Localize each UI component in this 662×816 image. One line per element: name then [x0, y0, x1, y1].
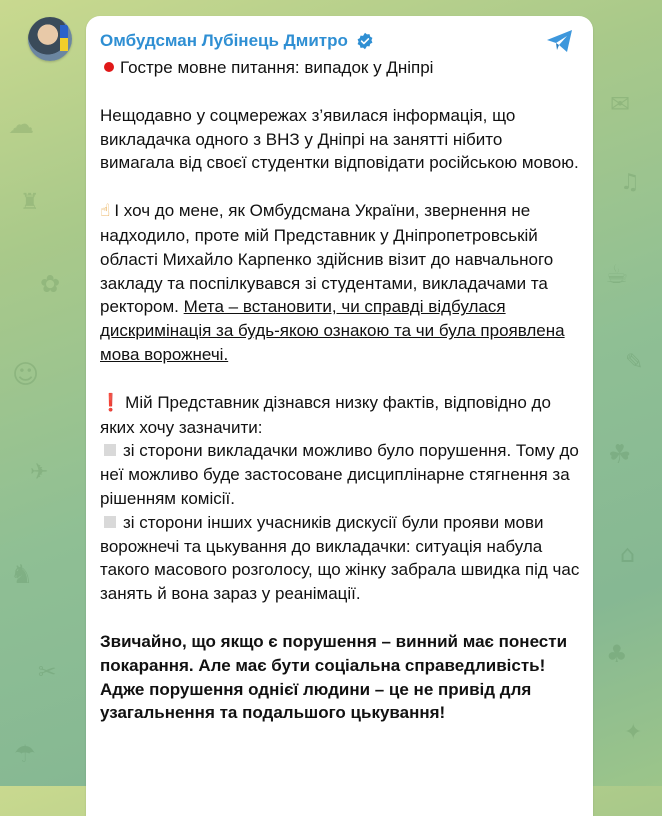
doodle-icon: ✎ [625, 350, 644, 375]
paragraph-4-bold: Звичайно, що якщо є порушення – винний має понести покарання. Але має бути соціальна справедливість! Адже порушення однієї людини – це не привід для узагальнення та подальшого цькування! [100, 631, 568, 723]
doodle-icon: ♞ [10, 560, 34, 590]
paragraph-2-underlined: Мета – встановити, чи справді відбулася дискримінація за будь-якою ознакою та чи була проявлена мова ворожнечі. [100, 297, 565, 364]
paragraph-3-intro [100, 391, 580, 440]
doodle-icon: ✂ [38, 660, 57, 685]
doodle-icon: ✦ [624, 720, 643, 745]
bullet-item [100, 511, 580, 606]
flag-yellow-stripe [60, 38, 68, 51]
message-bubble [86, 16, 593, 816]
verified-badge-icon [356, 32, 374, 50]
bullet-item [100, 439, 580, 510]
bullet-1-text: зі сторони викладачки можливо було порушення. Тому до неї можливо буде застосоване дисциплінарне стягнення за рішенням комісії. [100, 441, 579, 508]
exclamation-icon: ❗ [100, 392, 122, 413]
doodle-icon: ☕ [605, 260, 629, 290]
bullet-2-text: зі сторони інших учасників дискусії були прояви мови ворожнечі та цькування до викладачки: ситуація набула такого масового розголосу, що жінку забрала швидка під час занять й вона зараз у реанімації. [100, 512, 580, 604]
doodle-icon: ♣ [606, 640, 628, 668]
doodle-icon: ✿ [40, 270, 61, 298]
doodle-icon: ☺ [12, 360, 40, 390]
message-text [100, 56, 580, 725]
paragraph-2 [100, 199, 580, 367]
doodle-icon: ⌂ [620, 540, 636, 568]
paragraph-1: Нещодавно у соцмережах з’явилася інформація, що викладачка одного з ВНЗ у Дніпрі на занятті нібито вимагала від своєї студентки відповідати російською мовою. [100, 105, 579, 173]
doodle-icon: ✈ [30, 460, 49, 485]
doodle-icon: ☂ [14, 740, 36, 768]
paragraph-2-text: І хоч до мене, як Омбудсмана України, звернення не надходило, проте мій Представник у Дніпропетровській області Михайло Карпенко здійснив візит до навчального закладу та поспілкувався зі студентами, викладачами та ректором. [100, 201, 554, 317]
pointing-up-hand-icon: ☝ [100, 201, 111, 222]
headline [100, 56, 580, 80]
paragraph-3-text: Мій Представник дізнався низку фактів, відповідно до яких хочу зазначити: [100, 392, 551, 437]
red-circle-icon [104, 62, 114, 72]
headline-text: Гостре мовне питання: випадок у Дніпрі [120, 58, 434, 77]
telegram-share-icon[interactable] [545, 28, 575, 54]
white-square-icon [104, 444, 116, 456]
white-square-icon [104, 516, 116, 528]
doodle-icon: ✉ [610, 90, 631, 118]
message-header [100, 31, 374, 51]
channel-name[interactable]: Омбудсман Лубінець Дмитро [100, 31, 348, 50]
flag-blue-stripe [60, 25, 68, 38]
doodle-icon: ♜ [20, 190, 40, 215]
doodle-icon: ♫ [620, 170, 640, 195]
doodle-icon: ☁ [8, 110, 34, 140]
doodle-icon: ☘ [608, 440, 632, 470]
channel-avatar[interactable] [28, 17, 72, 61]
